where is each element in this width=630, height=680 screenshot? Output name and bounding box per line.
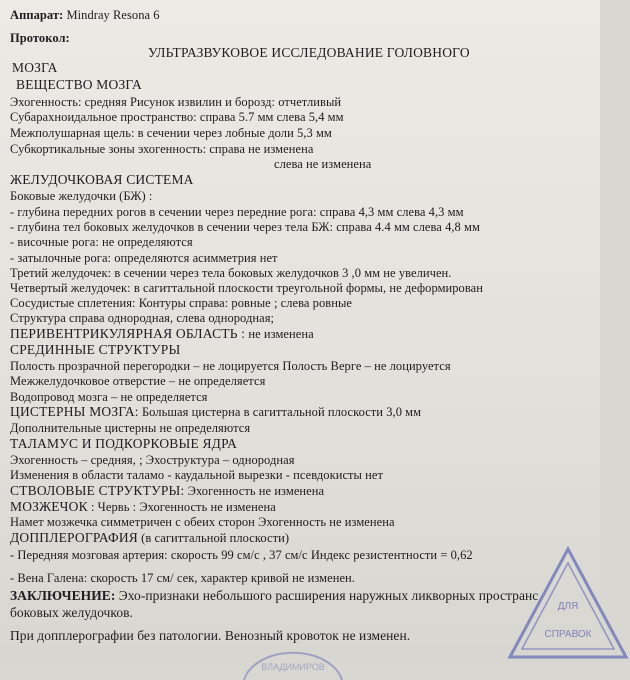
stamp-inner-triangle <box>522 563 614 649</box>
cerebellum-tentorium: Намет мозжечка симметричен с обеих сторон Эхогенность не изменена <box>10 515 395 529</box>
ventricles-frontal-horns: - глубина передних рогов в сечении через передние рога: справа 4,3 мм слева 4,3 мм <box>10 205 464 219</box>
brain-echogenicity: Эхогенность: средняя Рисунок извилин и борозд: отчетливый <box>10 95 342 109</box>
midline-septum: Полость прозрачной перегородки – не лоцируется Полость Верге – не лоцируется <box>10 359 451 373</box>
apparatus-label: Аппарат: <box>10 8 64 22</box>
stamp-text-1: ДЛЯ <box>557 601 579 612</box>
ventricles-bodies: - глубина тел боковых желудочков в сечении через тела БЖ: справа 4.4 мм слева 4,8 мм <box>10 220 480 234</box>
brainstem-line <box>10 483 324 499</box>
conclusion-line <box>10 588 538 603</box>
periventricular-heading: ПЕРИВЕНТРИКУЛЯРНАЯ ОБЛАСТЬ : <box>10 326 246 341</box>
conclusion-value: Эхо-признаки небольшого расширения наружных ликворных пространс <box>115 588 539 603</box>
periventricular-line <box>10 326 314 342</box>
ventricles-structure: Структура справа однородная, слева однородная; <box>10 311 275 325</box>
ventricles-temporal-horns: - височные рога: не определяются <box>10 235 193 249</box>
doppler-heading: ДОППЛЕРОГРАФИЯ <box>10 530 138 545</box>
brain-heading: ВЕЩЕСТВО МОЗГА <box>16 77 142 92</box>
cisterns-line <box>10 404 421 420</box>
round-stamp-text: ВЛАДИМИРОВ <box>261 662 325 672</box>
apparatus-line <box>10 8 160 23</box>
ventricles-plexus: Сосудистые сплетения: Контуры справа: ровные ; слева ровные <box>10 296 353 310</box>
ventricles-heading: ЖЕЛУДОЧКОВАЯ СИСТЕМА <box>10 172 194 187</box>
brain-subcortical: Субкортикальные зоны эхогенность: справа не изменена <box>10 142 314 156</box>
ventricles-third: Третий желудочек: в сечении через тела боковых желудочков 3 ,0 мм не увеличен. <box>10 266 452 280</box>
cisterns-value: Большая цистерна в сагиттальной плоскости 3,0 мм <box>138 405 422 419</box>
brainstem-value: Эхогенность не изменена <box>184 484 325 498</box>
ventricles-lateral: Боковые желудочки (БЖ) : <box>10 189 153 203</box>
thalamus-echo: Эхогенность – средняя, ; Эхоструктура – однородная <box>10 453 295 467</box>
doppler-value: (в сагиттальной плоскости) <box>138 531 290 545</box>
ventricles-occipital-horns: - затылочные рога: определяются асимметрия нет <box>10 251 278 265</box>
round-stamp-fragment <box>238 640 348 680</box>
periventricular-value: не изменена <box>245 327 314 341</box>
report-title: УЛЬТРАЗВУКОВОЕ ИССЛЕДОВАНИЕ ГОЛОВНОГО <box>148 45 470 60</box>
midline-foramen: Межжелудочковое отверстие – не определяется <box>10 374 266 388</box>
brainstem-heading: СТВОЛОВЫЕ СТРУКТУРЫ: <box>10 483 185 498</box>
stamp-text-2: СПРАВОК <box>544 629 592 640</box>
cisterns-heading: ЦИСТЕРНЫ МОЗГА: <box>10 404 139 419</box>
brain-subarachnoid: Субарахноидальное пространство: справа 5.7 мм слева 5,4 мм <box>10 110 344 124</box>
brain-subcortical-left: слева не изменена <box>274 157 372 171</box>
doppler-aca: - Передняя мозговая артерия: скорость 99 см/с , 37 см/с Индекс резистентности = 0,62 <box>10 548 473 562</box>
brain-interhemispheric: Межполушарная щель: в сечении через лобные доли 5,3 мм <box>10 126 332 140</box>
cerebellum-line <box>10 499 276 515</box>
thalamus-changes: Изменения в области таламо - каудальной вырезки - псевдокисты нет <box>10 468 384 482</box>
apparatus-value: Mindray Resona 6 <box>66 8 160 22</box>
conclusion-heading: ЗАКЛЮЧЕНИЕ: <box>10 588 116 603</box>
doppler-line <box>10 530 289 546</box>
conclusion-line3: При допплерографии без патологии. Венозный кровоток не изменен. <box>10 628 411 643</box>
round-stamp-arc <box>244 653 342 680</box>
report-title-cont: МОЗГА <box>12 60 58 75</box>
cisterns-additional: Дополнительные цистерны не определяются <box>10 421 251 435</box>
midline-aqueduct: Водопровод мозга – не определяется <box>10 390 208 404</box>
thalamus-heading: ТАЛАМУС И ПОДКОРКОВЫЕ ЯДРА <box>10 436 238 451</box>
midline-heading: СРЕДИННЫЕ СТРУКТУРЫ <box>10 342 181 357</box>
doppler-galen: - Вена Галена: скорость 17 см/ сек, характер кривой не изменен. <box>10 571 355 585</box>
protocol-label: Протокол: <box>10 31 70 45</box>
cerebellum-heading: МОЗЖЕЧОК <box>10 499 88 514</box>
ventricles-fourth: Четвертый желудочек: в сагиттальной плоскости треугольной формы, не деформирован <box>10 281 483 295</box>
cerebellum-value: : Червь : Эхогенность не изменена <box>87 500 276 514</box>
conclusion-line2: боковых желудочков. <box>10 605 133 620</box>
clinic-stamp <box>480 545 630 680</box>
stamp-triangle <box>510 549 626 657</box>
